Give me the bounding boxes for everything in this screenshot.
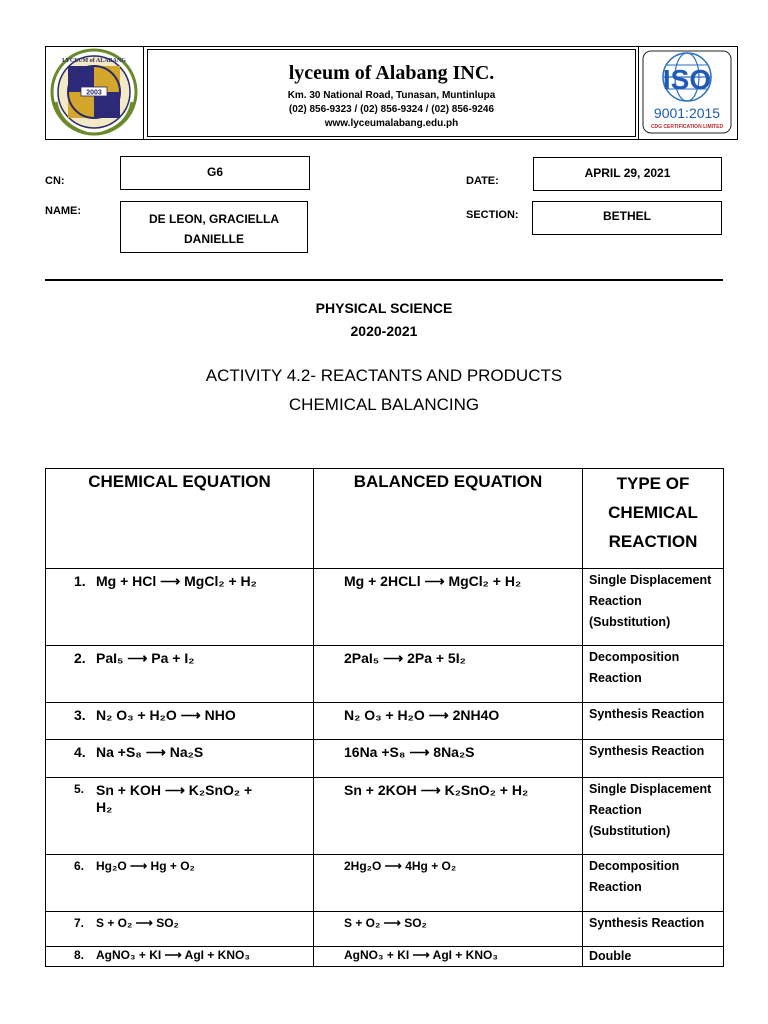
chemical-equation: Hg₂O ⟶ Hg + O₂ bbox=[96, 859, 195, 873]
date-label: DATE: bbox=[466, 175, 499, 187]
table-row bbox=[46, 778, 724, 855]
balanced-equation: S + O₂ ⟶ SO₂ bbox=[314, 912, 583, 947]
table-row bbox=[46, 703, 724, 740]
svg-text:9001:2015: 9001:2015 bbox=[653, 105, 721, 121]
school-phones: (02) 856-9323 / (02) 856-9324 / (02) 856-9246 bbox=[288, 104, 495, 115]
row-number: 4. bbox=[74, 744, 86, 760]
chemical-equation: PaI₅ ⟶ Pa + I₂ bbox=[96, 650, 195, 666]
school-website: www.lyceumalabang.edu.ph bbox=[324, 118, 459, 129]
reaction-type: Double bbox=[583, 947, 724, 967]
reaction-type: Single Displacement Reaction (Substitution) bbox=[583, 569, 724, 646]
school-address: Km. 30 National Road, Tunasan, Muntinlupa bbox=[287, 90, 496, 101]
table-row bbox=[46, 569, 724, 646]
cn-field: G6 bbox=[120, 156, 310, 190]
balanced-equation: 2PaI₅ ⟶ 2Pa + 5I₂ bbox=[314, 646, 583, 703]
svg-text:LYCEUM of ALABANG: LYCEUM of ALABANG bbox=[62, 58, 126, 64]
chemical-equation: AgNO₃ + KI ⟶ AgI + KNO₃ bbox=[96, 948, 250, 962]
date-field: APRIL 29, 2021 bbox=[533, 157, 722, 191]
table-row bbox=[46, 646, 724, 703]
name-label: NAME: bbox=[45, 205, 82, 217]
table-row bbox=[46, 912, 724, 947]
school-name: lyceum of Alabang INC. bbox=[288, 62, 495, 84]
subject-title: PHYSICAL SCIENCE bbox=[315, 300, 453, 316]
cn-label: CN: bbox=[45, 175, 65, 187]
school-year: 2020-2021 bbox=[350, 323, 418, 339]
balanced-equation: N₂ O₃ + H₂O ⟶ 2NH4O bbox=[314, 703, 583, 740]
row-number: 6. bbox=[74, 859, 85, 873]
section-field: BETHEL bbox=[532, 201, 722, 235]
reaction-type: Single Displacement Reaction (Substitution) bbox=[583, 778, 724, 855]
row-number: 8. bbox=[74, 948, 85, 962]
school-seal-icon bbox=[46, 47, 142, 137]
iso-certification-icon bbox=[639, 47, 736, 137]
reaction-type: Synthesis Reaction bbox=[583, 912, 724, 947]
name-field: DE LEON, GRACIELLA DANIELLE bbox=[120, 201, 308, 253]
svg-text:ISO: ISO bbox=[662, 64, 712, 95]
chemical-equation: N₂ O₃ + H₂O ⟶ NHO bbox=[96, 707, 236, 723]
header-reaction-type: TYPE OF CHEMICAL REACTION bbox=[583, 469, 724, 569]
balanced-equation: Sn + 2KOH ⟶ K₂SnO₂ + H₂ bbox=[314, 778, 583, 855]
section-label: SECTION: bbox=[466, 209, 519, 221]
school-logo-cell bbox=[46, 47, 144, 139]
school-info bbox=[147, 49, 636, 137]
balanced-equation: Mg + 2HCLl ⟶ MgCl₂ + H₂ bbox=[314, 569, 583, 646]
reaction-type: Synthesis Reaction bbox=[583, 703, 724, 740]
chemical-equation: S + O₂ ⟶ SO₂ bbox=[96, 916, 179, 930]
equations-table bbox=[45, 468, 724, 967]
balanced-equation: 16Na +S₈ ⟶ 8Na₂S bbox=[314, 740, 583, 778]
row-number: 5. bbox=[74, 782, 85, 796]
reaction-type: Synthesis Reaction bbox=[583, 740, 724, 778]
balanced-equation: AgNO₃ + KI ⟶ AgI + KNO₃ bbox=[314, 947, 583, 967]
table-row bbox=[46, 740, 724, 778]
row-number: 3. bbox=[74, 707, 86, 723]
header-chemical-equation: CHEMICAL EQUATION bbox=[46, 469, 314, 569]
chemical-equation: Sn + KOH ⟶ K₂SnO₂ + H₂ bbox=[96, 782, 253, 815]
reaction-type: Decomposition Reaction bbox=[583, 855, 724, 912]
activity-subtitle: CHEMICAL BALANCING bbox=[288, 395, 480, 414]
svg-text:2003: 2003 bbox=[86, 89, 102, 97]
activity-title: ACTIVITY 4.2- REACTANTS AND PRODUCTS bbox=[205, 366, 563, 385]
svg-text:CDG CERTIFICATION LIMITED: CDG CERTIFICATION LIMITED bbox=[650, 124, 724, 130]
balanced-equation: 2Hg₂O ⟶ 4Hg + O₂ bbox=[314, 855, 583, 912]
row-number: 2. bbox=[74, 650, 86, 666]
letterhead bbox=[45, 46, 738, 140]
chemical-equation: Na +S₈ ⟶ Na₂S bbox=[96, 744, 204, 760]
divider-line bbox=[45, 279, 723, 281]
header-balanced-equation: BALANCED EQUATION bbox=[314, 469, 583, 569]
table-header-row bbox=[46, 469, 724, 569]
reaction-type: Decomposition Reaction bbox=[583, 646, 724, 703]
row-number: 1. bbox=[74, 573, 86, 589]
table-row bbox=[46, 947, 724, 967]
table-row bbox=[46, 855, 724, 912]
chemical-equation: Mg + HCl ⟶ MgCl₂ + H₂ bbox=[96, 573, 257, 589]
iso-badge-cell bbox=[638, 47, 737, 139]
row-number: 7. bbox=[74, 916, 85, 930]
